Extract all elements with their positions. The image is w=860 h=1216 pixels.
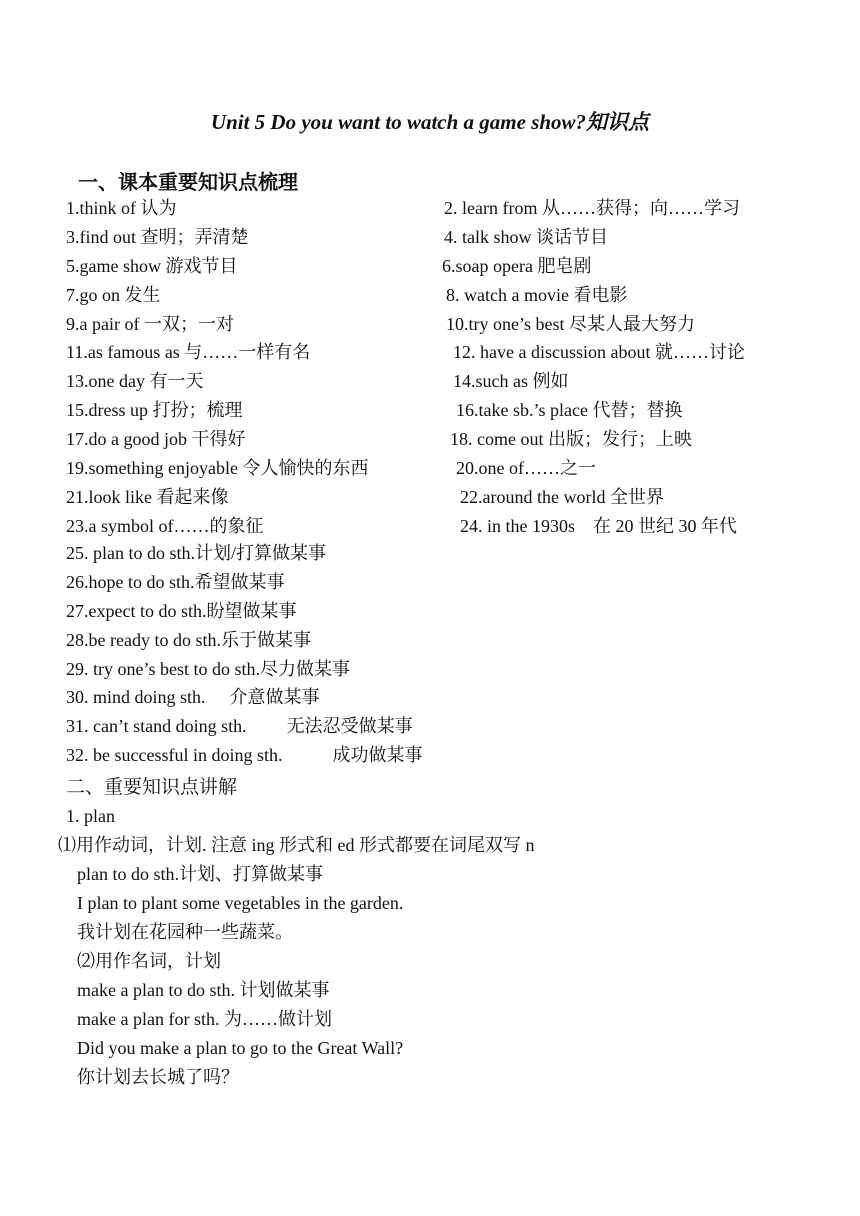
phrase-list-single-column: [66, 541, 422, 772]
phrase-item: 1.think of 认为: [66, 198, 177, 218]
phrase-item: 7.go on 发生: [66, 284, 161, 305]
phrase-item: 9.a pair of 一双；一对: [66, 313, 234, 334]
phrase-item: 15.dress up 打扮；梳理: [66, 400, 243, 421]
phrase-item: 17.do a good job 干得好: [66, 429, 246, 450]
phrase-chinese: 成功做某事: [332, 745, 423, 766]
section-2-body: [58, 804, 535, 1094]
phrase-row: [66, 283, 826, 312]
phrase-item: 24. in the 1930s 在 20 世纪 30 年代: [460, 515, 737, 536]
example-translation: 我计划在花园种一些蔬菜。: [77, 922, 293, 942]
phrase-row: [66, 456, 826, 485]
phrase-chinese: 乐于做某事: [220, 629, 311, 650]
phrase-item: 20.one of……之一: [456, 458, 596, 479]
phrase-item: [66, 570, 422, 599]
phrase-item: 4. talk show 谈话节目: [444, 226, 608, 247]
phrase-row: [66, 369, 826, 398]
example-sentence: Did you make a plan to go to the Great Wall?: [77, 1038, 404, 1058]
explanation-line: 1. plan: [66, 806, 115, 826]
phrase-list-two-column: [66, 196, 826, 543]
phrase-item: 12. have a discussion about 就……讨论: [453, 342, 745, 363]
phrase-english: 27.expect to do sth.: [66, 600, 207, 621]
phrase-item: 14.such as 例如: [453, 371, 569, 392]
phrase-item: [66, 599, 422, 628]
phrase-row: [66, 254, 826, 283]
phrase-item: 21.look like 看起来像: [66, 486, 229, 507]
phrase-item: [66, 657, 422, 686]
phrase-item: 10.try one’s best 尽某人最大努力: [446, 313, 695, 334]
phrase-row: [66, 514, 826, 543]
phrase-chinese: 计划/打算做某事: [195, 543, 327, 563]
phrase-chinese: 盼望做某事: [206, 600, 297, 621]
phrase-item: 5.game show 游戏节目: [66, 255, 238, 276]
phrase-row: [66, 398, 826, 427]
phrase-item: 6.soap opera 肥皂剧: [442, 255, 592, 276]
phrase-item: [66, 714, 422, 743]
phrase-english: 28.be ready to do sth.: [66, 629, 221, 650]
phrase-chinese: 无法忍受做某事: [286, 716, 413, 737]
phrase-row: [66, 196, 826, 225]
phrase-chinese: 介意做某事: [229, 687, 320, 708]
phrase-english: 29. try one’s best to do sth.: [66, 658, 260, 679]
explanation-line: plan to do sth.计划、打算做某事: [77, 864, 323, 884]
phrase-item: 23.a symbol of……的象征: [66, 515, 264, 536]
section-1-heading: 一、课本重要知识点梳理: [78, 172, 298, 194]
section-2-heading: 二、重要知识点讲解: [66, 777, 238, 798]
example-sentence: I plan to plant some vegetables in the garden.: [77, 893, 404, 913]
example-translation: 你计划去长城了吗？: [77, 1067, 239, 1087]
phrase-item: 19.something enjoyable 令人愉快的东西: [66, 458, 369, 479]
explanation-line: make a plan for sth. 为……做计划: [77, 1009, 332, 1029]
explanation-line: make a plan to do sth. 计划做某事: [77, 980, 330, 1000]
phrase-english: 32. be successful in doing sth.: [66, 745, 283, 766]
phrase-row: [66, 312, 826, 341]
phrase-item: 22.around the world 全世界: [460, 486, 664, 507]
phrase-row: [66, 340, 826, 369]
phrase-chinese: 尽力做某事: [260, 658, 350, 679]
phrase-english: 31. can’t stand doing sth.: [66, 716, 247, 737]
phrase-english: 25. plan to do sth.: [66, 543, 195, 563]
phrase-item: [66, 541, 422, 570]
phrase-item: 13.one day 有一天: [66, 371, 204, 392]
phrase-item: [66, 685, 422, 714]
explanation-line: ⑵用作名词，计划: [77, 951, 221, 971]
phrase-item: 11.as famous as 与……一样有名: [66, 342, 311, 363]
explanation-line: ⑴用作动词，计划. 注意 ing 形式和 ed 形式都要在词尾双写 n: [58, 835, 535, 855]
phrase-item: [66, 628, 422, 657]
phrase-row: [66, 427, 826, 456]
phrase-item: 18. come out 出版；发行；上映: [450, 429, 692, 450]
phrase-english: 30. mind doing sth.: [66, 687, 206, 708]
document-title: Unit 5 Do you want to watch a game show?知识点: [210, 110, 650, 134]
phrase-item: 3.find out 查明；弄清楚: [66, 226, 249, 247]
phrase-row: [66, 485, 826, 514]
phrase-row: [66, 225, 826, 254]
phrase-chinese: 希望做某事: [194, 571, 285, 592]
phrase-item: 8. watch a movie 看电影: [446, 284, 628, 305]
phrase-item: 16.take sb.’s place 代替；替换: [456, 400, 683, 421]
phrase-item: 2. learn from 从……获得；向……学习: [444, 198, 740, 218]
phrase-english: 26.hope to do sth.: [66, 571, 195, 592]
phrase-item: [66, 743, 422, 772]
